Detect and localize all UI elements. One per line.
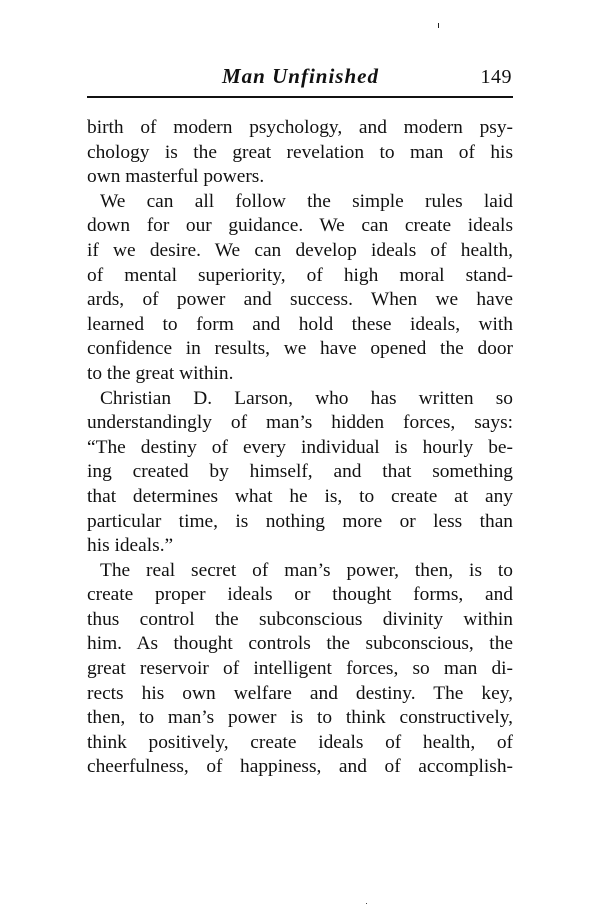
- running-title: Man Unfinished: [222, 64, 379, 88]
- scan-speck: [438, 23, 439, 28]
- text-line: birth of modern psychology, and modern psy-: [87, 117, 513, 138]
- text-line: of mental superiority, of high moral stand-: [87, 264, 513, 286]
- page-number: 149: [480, 66, 512, 88]
- text-line: thus control the subconscious divinity within: [87, 608, 513, 630]
- text-line: cheerfulness, of happiness, and of accomplish-: [87, 756, 513, 778]
- paragraph: [87, 559, 513, 780]
- text-line: The real secret of man’s power, then, is to: [100, 559, 513, 581]
- text-line: chology is the great revelation to man of his: [87, 141, 513, 163]
- text-line: ing created by himself, and that something: [87, 461, 513, 483]
- text-line: confidence in results, we have opened the door: [87, 338, 513, 360]
- paragraph: [87, 190, 513, 387]
- text-line: own masterful powers.: [87, 166, 265, 188]
- text-line: think positively, create ideals of health, of: [87, 731, 513, 753]
- text-line: “The destiny of every individual is hourly be-: [87, 436, 513, 458]
- body-text: [87, 116, 513, 780]
- paragraph: [87, 116, 513, 190]
- text-line: particular time, is nothing more or less than: [87, 510, 513, 532]
- text-line: his ideals.”: [87, 535, 174, 557]
- text-line: then, to man’s power is to think constructively,: [87, 707, 513, 729]
- text-line: that determines what he is, to create at any: [87, 485, 513, 507]
- paragraph: [87, 387, 513, 559]
- text-line: great reservoir of intelligent forces, so man di-: [87, 658, 513, 680]
- text-line: Christian D. Larson, who has written so: [100, 387, 513, 409]
- text-line: We can all follow the simple rules laid: [100, 190, 513, 212]
- scan-speck: [366, 903, 367, 904]
- text-line: rects his own welfare and destiny. The key,: [87, 682, 513, 704]
- text-line: down for our guidance. We can create ideals: [87, 215, 513, 237]
- running-head: [87, 62, 513, 96]
- text-line: learned to form and hold these ideals, with: [87, 313, 513, 335]
- text-line: ards, of power and success. When we have: [87, 289, 513, 311]
- header-rule: [87, 96, 513, 98]
- text-line: if we desire. We can develop ideals of health,: [87, 239, 513, 261]
- text-line: understandingly of man’s hidden forces, says:: [87, 412, 513, 434]
- text-line: create proper ideals or thought forms, and: [87, 584, 513, 606]
- text-line: him. As thought controls the subconscious, the: [87, 633, 513, 655]
- text-line: to the great within.: [87, 362, 234, 384]
